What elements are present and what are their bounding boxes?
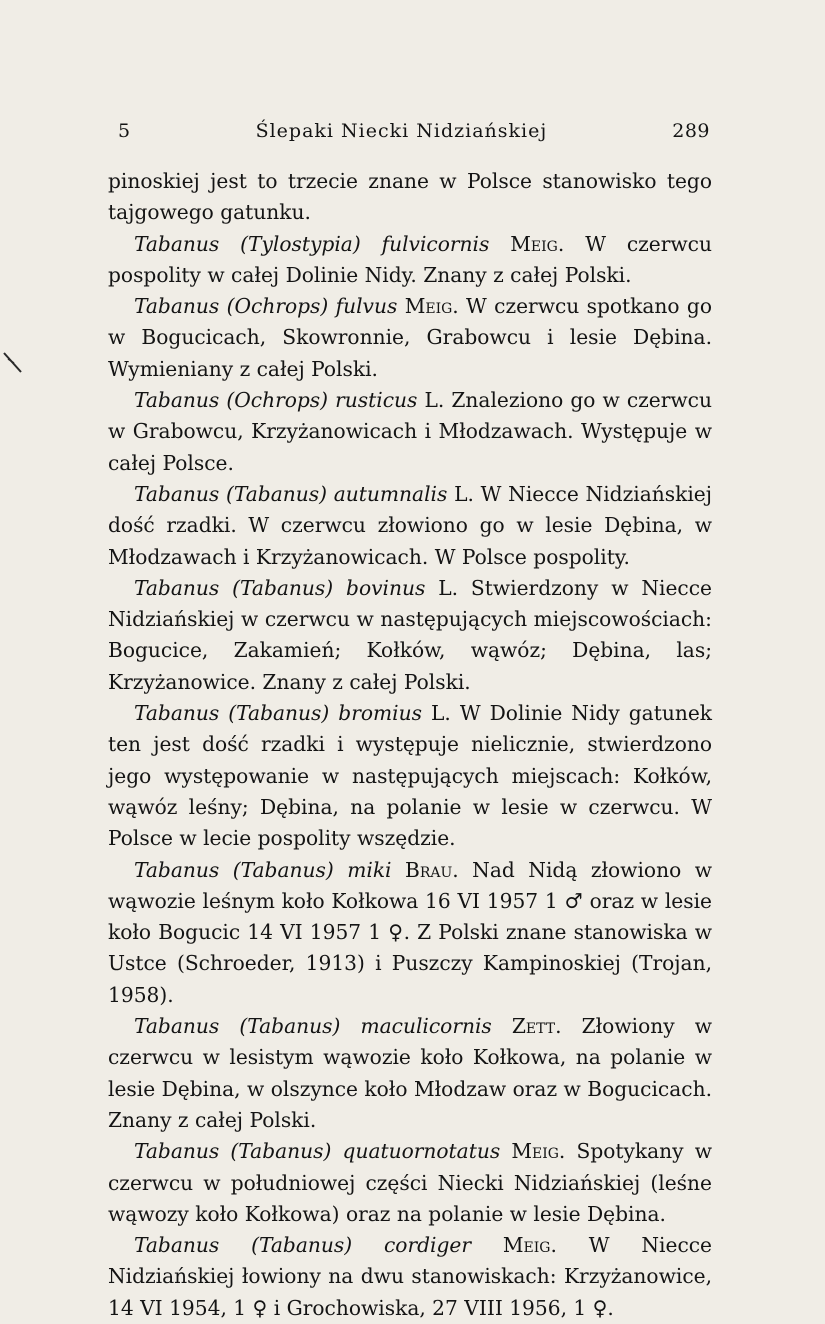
entry-text: W czerwcu spotkano go w Bogucicach, Skowronnie, Grabowcu i lesie Dębina. Wymieniany z całej Polski. — [108, 294, 713, 381]
running-title: Ślepaki Niecki Nidziańskiej — [255, 120, 548, 142]
paragraph-text: pinoskiej jest to trzecie znane w Polsce stanowisko tego tajgowego gatunku. — [108, 169, 712, 225]
chapter-number: 5 — [118, 120, 131, 142]
entry-text: Spotykany w czerwcu w południowej części Niecki Nidziańskiej (leśne wąwozy koło Kołkowa) oraz na polanie w lesie Dębina. — [108, 1139, 713, 1226]
body-text — [108, 166, 712, 1324]
species-entry — [108, 385, 712, 479]
species-author: Meig. — [404, 294, 459, 319]
species-entry — [108, 229, 712, 292]
running-header — [118, 116, 710, 146]
species-author: Meig. — [510, 231, 565, 256]
species-author: Zett. — [511, 1014, 562, 1039]
species-name: Tabanus (Tabanus) miki — [134, 857, 392, 882]
species-author: L. — [454, 481, 474, 506]
entry-text: W Dolinie Nidy gatunek ten jest dość rzadki i występuje nielicznie, stwierdzono jego występowanie w następujących miejscach: Kołków, wąwóz leśny; Dębina, na polanie w lesie w czerwcu. W Polsce w lecie pospolity wszędzie. — [108, 701, 712, 851]
species-name: Tabanus (Tabanus) cordiger — [134, 1233, 471, 1258]
species-entry — [108, 1230, 712, 1324]
species-name: Tabanus (Tylostypia) fulvicornis — [134, 231, 490, 256]
entry-text: Stwierdzony w Niecce Nidziańskiej w czerwcu w następujących miejscowościach: Bogucice, Zakamień; Kołków, wąwóz; Dębina, las; Krzyżanowice. Znany z całej Polski. — [108, 575, 712, 694]
entry-text: Znaleziono go w czerwcu w Grabowcu, Krzyżanowicach i Młodzawach. Występuje w całej Polsce. — [108, 388, 712, 475]
species-entry — [108, 1011, 712, 1136]
page-number: 289 — [672, 120, 710, 142]
species-entry — [108, 855, 712, 1011]
entry-text: W czerwcu pospolity w całej Dolinie Nidy. Znany z całej Polski. — [108, 231, 712, 287]
species-author: Meig. — [502, 1233, 557, 1258]
species-name: Tabanus (Tabanus) autumnalis — [134, 481, 448, 506]
species-author: L. — [424, 388, 445, 413]
species-name: Tabanus (Tabanus) bromius — [134, 701, 422, 726]
species-entry — [108, 291, 712, 385]
species-name: Tabanus (Ochrops) rusticus — [134, 388, 418, 413]
species-name: Tabanus (Ochrops) fulvus — [134, 294, 398, 319]
species-name: Tabanus (Tabanus) maculicornis — [134, 1014, 492, 1039]
margin-pencil-mark — [3, 352, 23, 374]
species-author: Meig. — [511, 1139, 566, 1164]
species-name: Tabanus (Tabanus) quatuornotatus — [134, 1139, 501, 1164]
species-entry — [108, 1136, 712, 1230]
entry-text: Nad Nidą złowiono w wąwozie leśnym koło Kołkowa 16 VI 1957 1 ♂ oraz w lesie koło Bogucic 14 VI 1957 1 ♀. Z Polski znane stanowiska w Ustce (Schroeder, 1913) i Puszczy Kampinoskiej (Trojan, 1958). — [108, 857, 712, 1007]
species-author: L. — [438, 575, 459, 600]
species-entry — [108, 573, 712, 698]
entry-text: W Niecce Nidziańskiej łowiony na dwu stanowiskach: Krzyżanowice, 14 VI 1954, 1 ♀ i Grochowiska, 27 VIII 1956, 1 ♀. — [108, 1233, 713, 1320]
species-entry — [108, 479, 712, 573]
species-entry — [108, 698, 712, 854]
paragraph-continuation — [108, 166, 712, 229]
species-name: Tabanus (Tabanus) bovinus — [134, 575, 426, 600]
species-author: L. — [431, 701, 451, 726]
species-author: Brau. — [405, 857, 459, 882]
entry-text: Złowiony w czerwcu w lesistym wąwozie koło Kołkowa, na polanie w lesie Dębina, w olszynce koło Młodzaw oraz w Bogucicach. Znany z całej Polski. — [108, 1014, 713, 1132]
entry-text: W Niecce Nidziańskiej dość rzadki. W czerwcu złowiono go w lesie Dębina, w Młodzawach i Krzyżanowicach. W Polsce pospolity. — [108, 481, 712, 569]
